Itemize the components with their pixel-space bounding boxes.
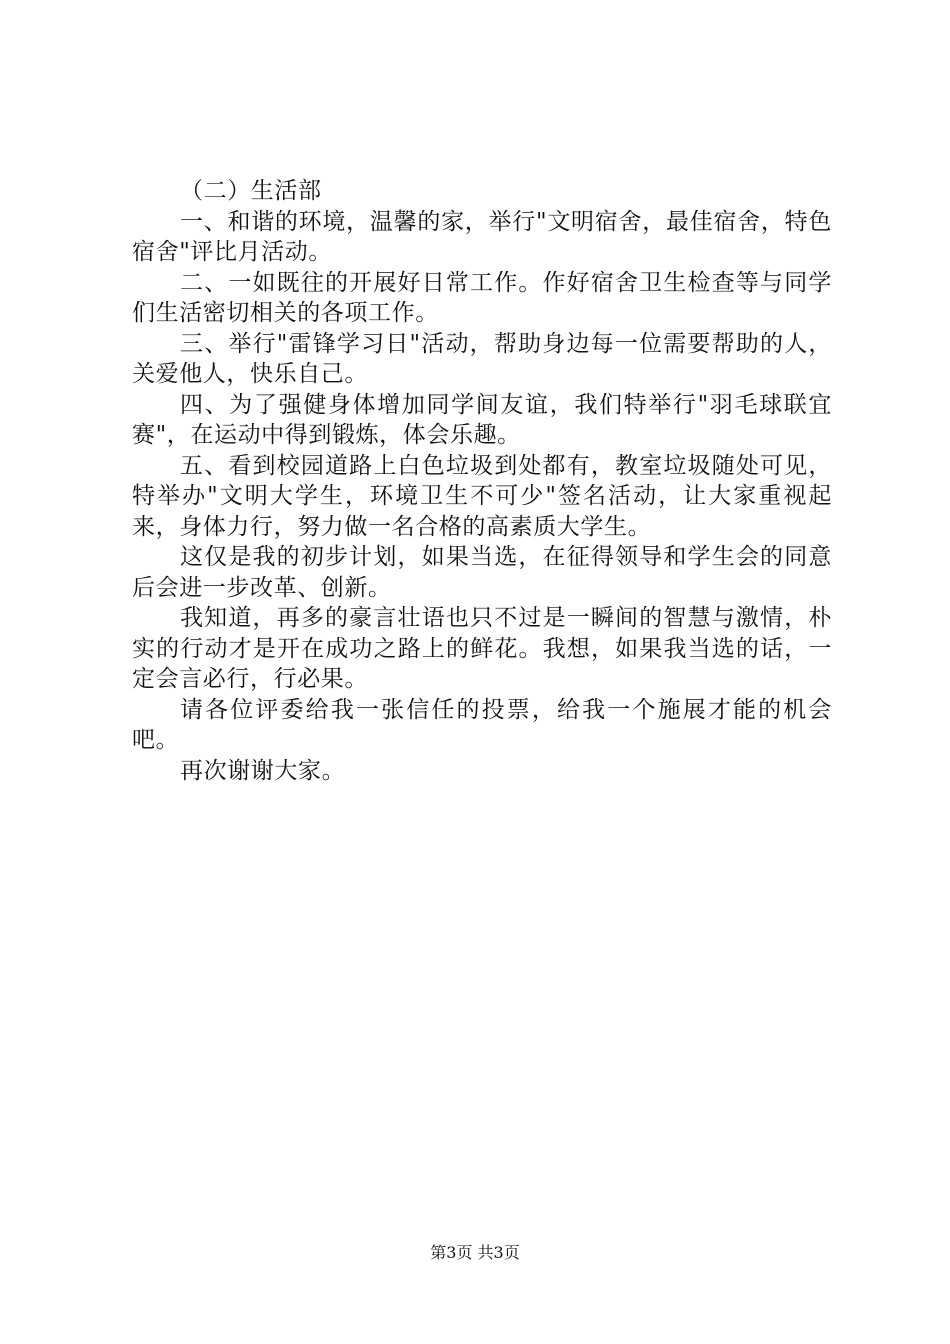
paragraph-thanks: 再次谢谢大家。 <box>180 757 346 784</box>
document-body <box>132 176 832 786</box>
paragraph-plan-note: 这仅是我的初步计划，如果当选，在征得领导和学生会的同意后会进一步改革、创新。 <box>132 544 832 601</box>
page-number-footer: 第3页 共3页 <box>430 1243 520 1262</box>
paragraph-item-4: 四、为了强健身体增加同学间友谊，我们特举行"羽毛球联宜赛"，在运动中得到锻炼，体会乐趣。 <box>132 391 832 448</box>
paragraph-item-1: 一、和谐的环境，温馨的家，举行"文明宿舍，最佳宿舍，特色宿舍"评比月活动。 <box>132 208 832 265</box>
paragraph-commitment: 我知道，再多的豪言壮语也只不过是一瞬间的智慧与激情，朴实的行动才是开在成功之路上的鲜花。我想，如果我当选的话，一定会言必行，行必果。 <box>132 605 832 692</box>
paragraph-item-2: 二、一如既往的开展好日常工作。作好宿舍卫生检查等与同学们生活密切相关的各项工作。 <box>132 269 832 326</box>
paragraph-vote-request: 请各位评委给我一张信任的投票，给我一个施展才能的机会吧。 <box>132 696 832 753</box>
section-heading-life-department: （二）生活部 <box>180 178 322 204</box>
paragraph-item-3: 三、举行"雷锋学习日"活动，帮助身边每一位需要帮助的人，关爱他人，快乐自己。 <box>132 330 832 387</box>
paragraph-item-5: 五、看到校园道路上白色垃圾到处都有，教室垃圾随处可见，特举办"文明大学生，环境卫生不可少"签名活动，让大家重视起来，身体力行，努力做一名合格的高素质大学生。 <box>132 452 832 540</box>
